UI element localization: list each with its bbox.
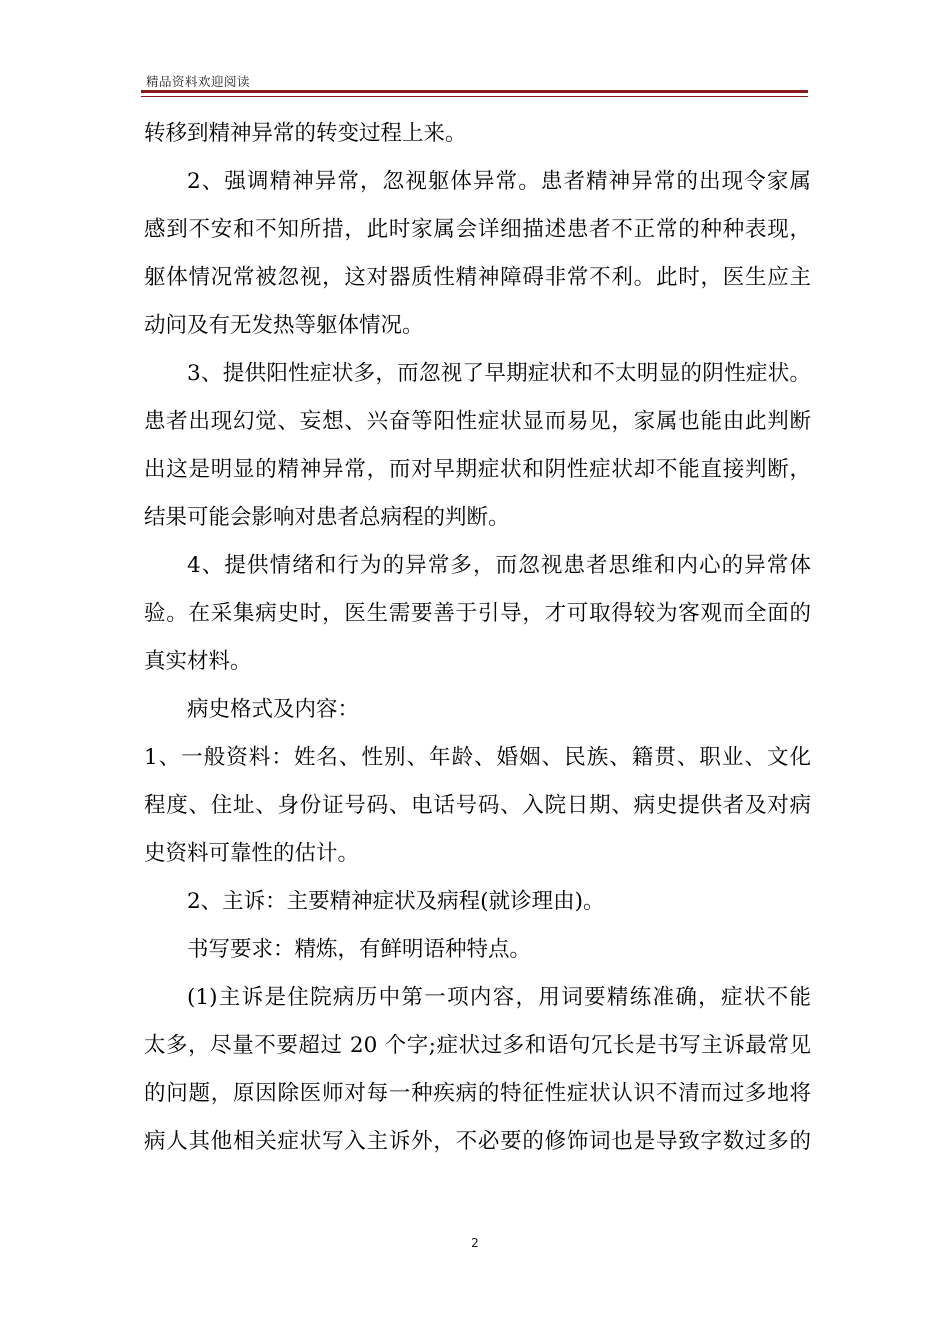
text-line: 2、主诉：主要精神症状及病程(就诊理由)。 [187,889,605,914]
text-line: 1、一般资料：姓名、性别、年龄、婚姻、民族、籍贯、职业、文化 [144,745,811,770]
text-line: 2、强调精神异常，忽视躯体异常。患者精神异常的出现令家属 [187,169,811,194]
text-line: 感到不安和不知所措，此时家属会详细描述患者不正常的种种表现， [144,217,811,242]
text-line: 躯体情况常被忽视，这对器质性精神障碍非常不利。此时，医生应主 [144,265,811,290]
text-line: 转移到精神异常的转变过程上来。 [144,121,467,146]
text-line: 动问及有无发热等躯体情况。 [144,313,424,338]
text-line: 验。在采集病史时，医生需要善于引导，才可取得较为客观而全面的 [144,601,811,626]
text-line: 程度、住址、身份证号码、电话号码、入院日期、病史提供者及对病 [144,793,811,818]
text-line: 的问题，原因除医师对每一种疾病的特征性症状认识不清而过多地将 [144,1081,811,1106]
header-rule-thick [141,90,808,93]
text-line: 史资料可靠性的估计。 [144,841,360,866]
text-line: 3、提供阳性症状多，而忽视了早期症状和不太明显的阴性症状。 [187,361,811,386]
document-body [144,110,811,1166]
text-line: 4、提供情绪和行为的异常多，而忽视患者思维和内心的异常体 [187,553,811,578]
header-rule-thin [141,96,808,97]
text-line: 结果可能会影响对患者总病程的判断。 [144,505,510,530]
text-line: 病人其他相关症状写入主诉外，不必要的修饰词也是导致字数过多的 [144,1129,811,1154]
page-header-title: 精品资料欢迎阅读 [146,74,251,89]
text-line: (1)主诉是住院病历中第一项内容，用词要精练准确，症状不能 [187,985,811,1010]
text-line: 病史格式及内容： [187,697,360,722]
page-number: 2 [471,1236,479,1250]
text-line: 真实材料。 [144,649,252,674]
text-line: 出这是明显的精神异常，而对早期症状和阴性症状却不能直接判断， [144,457,811,482]
text-line: 书写要求：精炼，有鲜明语种特点。 [187,937,532,962]
text-line: 太多，尽量不要超过 20 个字;症状过多和语句冗长是书写主诉最常见 [144,1033,811,1058]
text-line: 患者出现幻觉、妄想、兴奋等阳性症状显而易见，家属也能由此判断 [144,409,811,434]
